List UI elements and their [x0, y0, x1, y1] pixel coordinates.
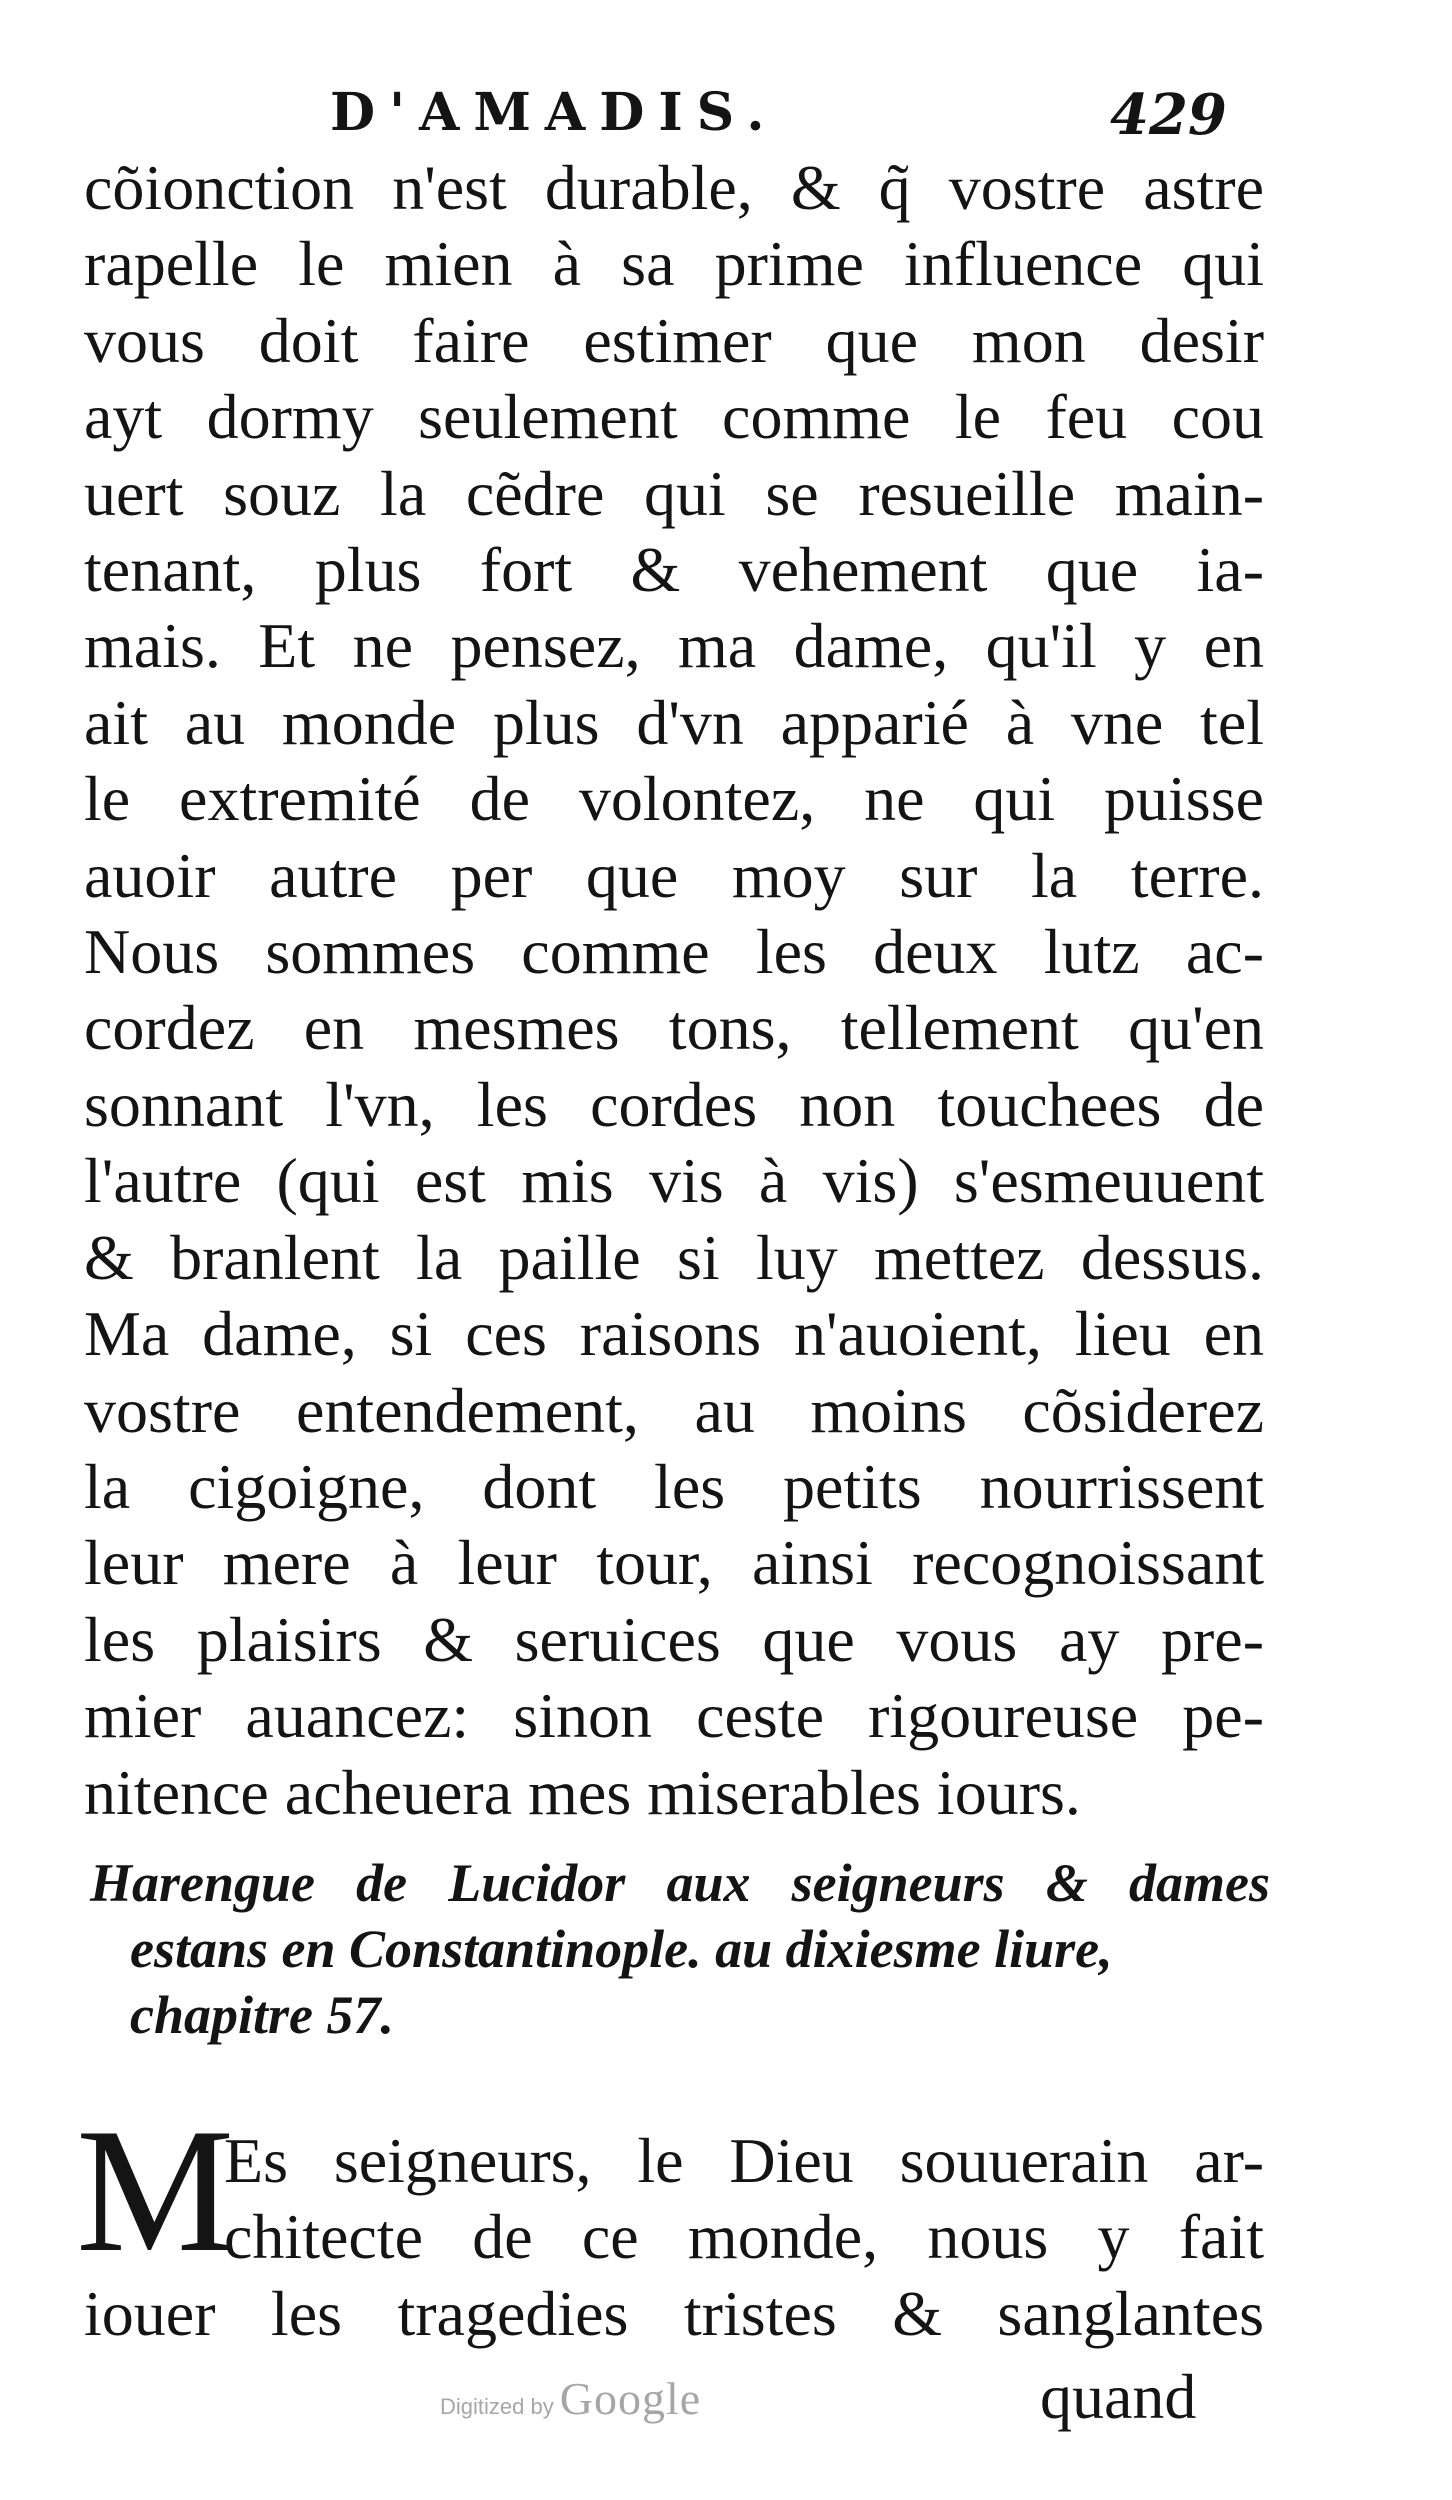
text-line: & branlent la paille si luy mettez dessus. — [84, 1221, 1264, 1293]
closing-paragraph — [84, 2123, 1264, 2352]
text-line: sonnant l'vn, les cordes non touchees de — [84, 1068, 1264, 1140]
heading-line: chapitre 57. — [130, 1985, 394, 2045]
text-line: cordez en mesmes tons, tellement qu'en — [84, 992, 1264, 1064]
heading-line: estans en Constantinople. au dixiesme liure, — [130, 1919, 1113, 1979]
text-line: le extremité de volontez, ne qui puisse — [84, 763, 1264, 835]
text-line: les plaisirs & seruices que vous ay pre- — [84, 1603, 1264, 1675]
drop-cap: M — [76, 2091, 235, 2289]
text-line: mier auancez: sinon ceste rigoureuse pe- — [84, 1680, 1264, 1752]
text-line: Ma dame, si ces raisons n'auoient, lieu en — [84, 1298, 1264, 1370]
text-line: cõionction n'est durable, & q̃ vostre astre — [84, 152, 1264, 223]
page-number: 429 — [1110, 82, 1227, 148]
text-line: la cigoigne, dont les petits nourrissent — [84, 1450, 1264, 1522]
body-paragraph — [84, 150, 1264, 1831]
text-line: vous doit faire estimer que mon desir — [84, 304, 1264, 376]
text-line: leur mere à leur tour, ainsi recognoissant — [84, 1527, 1264, 1599]
heading-line: Harengue de Lucidor aux seigneurs & dames — [90, 1853, 1270, 1913]
text-line: Es seigneurs, le Dieu souuerain ar- — [224, 2125, 1264, 2196]
text-line: rapelle le mien à sa prime influence qui — [84, 228, 1264, 300]
watermark-prefix: Digitized by — [440, 2394, 554, 2419]
text-line: l'autre (qui est mis vis à vis) s'esmeuuent — [84, 1145, 1264, 1217]
text-line: iouer les tragedies tristes & sanglantes — [84, 2277, 1264, 2349]
text-line: mais. Et ne pensez, ma dame, qu'il y en — [84, 610, 1264, 682]
watermark-brand: Google — [559, 2373, 702, 2424]
text-line: nitence acheuera mes miserables iours. — [84, 1756, 1081, 1828]
text-line: tenant, plus fort & vehement que ia- — [84, 534, 1264, 606]
running-head-title: D'AMADIS. — [330, 82, 779, 143]
section-heading — [90, 1850, 1270, 2048]
text-line: auoir autre per que moy sur la terre. — [84, 839, 1264, 911]
catchword: quand — [1040, 2361, 1197, 2432]
text-line: vostre entendement, au moins cõsiderez — [84, 1374, 1264, 1446]
text-line: ayt dormy seulement comme le feu cou — [84, 381, 1264, 453]
text-line: ait au monde plus d'vn apparié à vne tel — [84, 686, 1264, 758]
text-line: Nous sommes comme les deux lutz ac- — [84, 916, 1264, 988]
text-line: chitecte de ce monde, nous y fait — [224, 2201, 1264, 2273]
digitized-watermark — [440, 2372, 701, 2425]
text-line: uert souz la cẽdre qui se resueille main- — [84, 457, 1264, 529]
